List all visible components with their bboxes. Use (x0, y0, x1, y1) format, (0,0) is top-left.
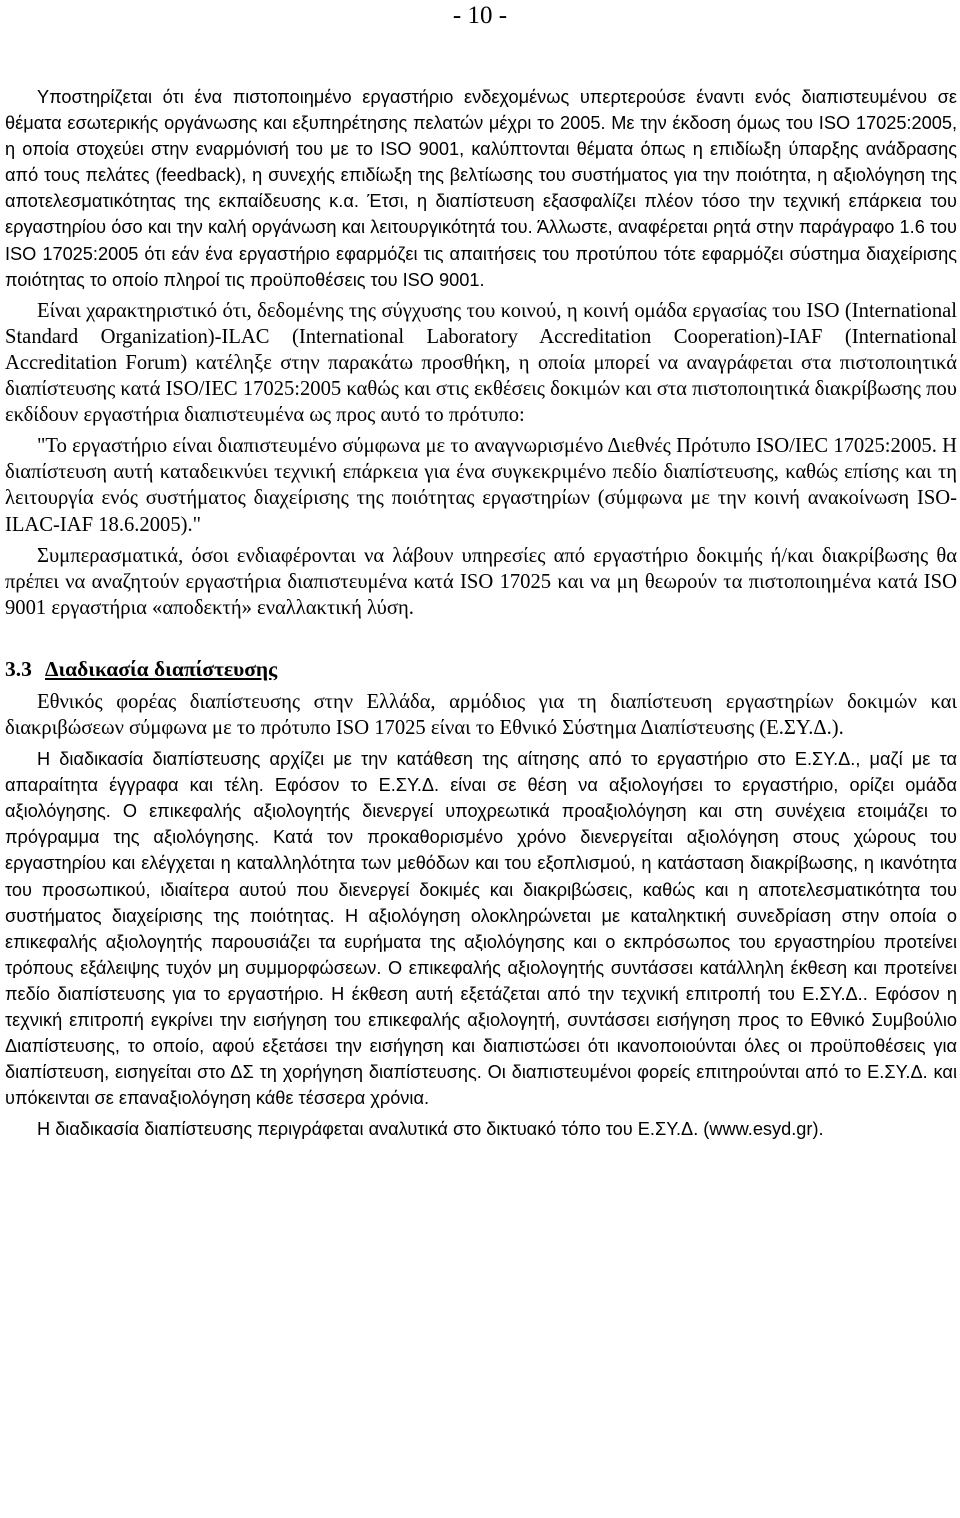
paragraph-procedure: Η διαδικασία διαπίστευσης αρχίζει με την κατάθεση της αίτησης από το εργαστήριο στο Ε.ΣΥ.Δ., μαζί με τα απαραίτητα έγγραφα και τέλη. Εφόσον το Ε.ΣΥ.Δ. είναι σε θέση να αξιολογήσει το εργαστήριο, ορίζει ομάδα αξιολόγησης. Ο επικεφαλής αξιολογητής διενεργεί υποχρεωτικά προαξιολόγηση και στη συνέχεια ετοιμάζει το πρόγραμμα της αξιολόγησης. Κατά τον προκαθορισμένο χρόνο διενεργείται αξιολόγηση στους χώρους του εργαστηρίου και ελέγχεται η καταλληλότητα των μεθόδων και του εξοπλισμού, η κατάσταση διακρίβωσης, η ικανότητα του προσωπικού, ιδιαίτερα αυτού που διενεργεί δοκιμές και διακριβώσεις, καθώς και η αποτελεσματικότητα του συστήματος διαχείρισης της ποιότητας. Η αξιολόγηση ολοκληρώνεται με καταληκτική συνεδρίαση στην οποία ο επικεφαλής αξιολογητής παρουσιάζει τα ευρήματα της αξιολόγησης και ο εκπρόσωπος του εργαστηρίου προτείνει τρόπους εξάλειψης τυχόν μη συμμορφώσεων. Ο επικεφαλής αξιολογητής συντάσσει κατάλληλη έκθεση και προτείνει πεδίο διαπίστευσης για το εργαστήριο. Η έκθεση αυτή εξετάζεται από την τεχνική επιτροπή του Ε.ΣΥ.Δ.. Εφόσον η τεχνική επιτροπή εγκρίνει την εισήγηση του επικεφαλής αξιολογητή, συντάσσει εισήγηση προς το Εθνικό Συμβούλιο Διαπίστευσης, το οποίο, αφού εξετάσει την εισήγηση και διαπιστώσει ότι ικανοποιούνται όλες οι προϋποθέσεις για διαπίστευση, εισηγείται στο ΔΣ τη χορήγηση διαπίστευσης. Οι διαπιστευμένοι φορείς επιτηρούνται από το Ε.ΣΥ.Δ. και υπόκεινται σε επαναξιολόγηση κάθε τέσσερα χρόνια. (5, 749, 957, 1109)
paragraph-iso-ilac-iaf: Είναι χαρακτηριστικό ότι, δεδομένης της σύγχυσης του κοινού, η κοινή ομάδα εργασίας του ISO (International Standard Organization)-ILAC (International Laboratory Accreditation Cooperation)-IAF (International Accreditation Forum) κατέληξε στην παρακάτω προσθήκη, η οποία μπορεί να αναγράφεται στα πιστοποιητικά διαπίστευσης κατά ISO/IEC 17025:2005 καθώς και στις εκθέσεις δοκιμών και στα πιστοποιητικά διακρίβωσης που εκδίδουν εργαστήρια διαπιστευμένα ως προς αυτό το πρότυπο: (5, 299, 957, 427)
section-heading (5, 655, 957, 683)
section-number: 3.3 (5, 656, 32, 681)
quoted-statement: "Το εργαστήριο είναι διαπιστευμένο σύμφωνα με το αναγνωρισμένο Διεθνές Πρότυπο ISO/IEC 17025:2005. Η διαπίστευση αυτή καταδεικνύει τεχνική επάρκεια για ένα συγκεκριμένο πεδίο διαπίστευσης, καθώς επίσης και τη λειτουργία ενός συστήματος διαχείρισης της ποιότητας εργαστηρίων (σύμφωνα με την κοινή ανακοίνωση ISO-ILAC-IAF 18.6.2005)." (5, 435, 957, 536)
paragraph-conclusion: Συμπερασματικά, όσοι ενδιαφέρονται να λάβουν υπηρεσίες από εργαστήριο δοκιμής ή/και διακρίβωσης θα πρέπει να αναζητούν εργαστήρια διαπιστευμένα κατά ISO 17025 και να μη θεωρούν τα πιστοποιημένα κατά ISO 9001 εργαστήρια «αποδεκτή» εναλλακτική λύση. (5, 544, 957, 619)
paragraph-national-body: Εθνικός φορέας διαπίστευσης στην Ελλάδα, αρμόδιος για τη διαπίστευση εργαστηρίων δοκιμών και διακριβώσεων σύμφωνα με το πρότυπο ISO 17025 είναι το Εθνικό Σύστημα Διαπίστευσης (Ε.ΣΥ.Δ.). (5, 690, 957, 739)
paragraph-website: Η διαδικασία διαπίστευσης περιγράφεται αναλυτικά στο δικτυακό τόπο του Ε.ΣΥ.Δ. (www.esyd.gr). (37, 1119, 824, 1140)
page-number: - 10 - (452, 2, 508, 29)
document-body (5, 84, 957, 1142)
section-title: Διαδικασία διαπίστευσης (45, 656, 278, 681)
paragraph-iso-comparison: Υποστηρίζεται ότι ένα πιστοποιημένο εργαστήριο ενδεχομένως υπερτερούσε έναντι ενός διαπιστευμένου σε θέματα εσωτερικής οργάνωσης και εξυπηρέτησης πελατών μέχρι το 2005. Με την έκδοση όμως του ISO 17025:2005, η οποία στοχεύει στην εναρμόνισή του με το ISO 9001, καλύπτονται θέματα όπως η επιδίωξη ύπαρξης ανάδρασης από τους πελάτες (feedback), η συνεχής επιδίωξη της βελτίωσης του συστήματος για την ποιότητα, η αξιολόγηση της αποτελεσματικότητας της εκπαίδευσης κ.α. Έτσι, η διαπίστευση εξασφαλίζει πλέον τόσο την τεχνική επάρκεια του εργαστηρίου όσο και την καλή οργάνωση και λειτουργικότητά του. Άλλωστε, αναφέρεται ρητά στην παράγραφο 1.6 του ISO 17025:2005 ότι εάν ένα εργαστήριο εφαρμόζει τις απαιτήσεις του προτύπου τότε εφαρμόζει σύστημα διαχείρισης ποιότητας το οποίο πληροί τις προϋποθέσεις του ISO 9001. (5, 87, 957, 290)
